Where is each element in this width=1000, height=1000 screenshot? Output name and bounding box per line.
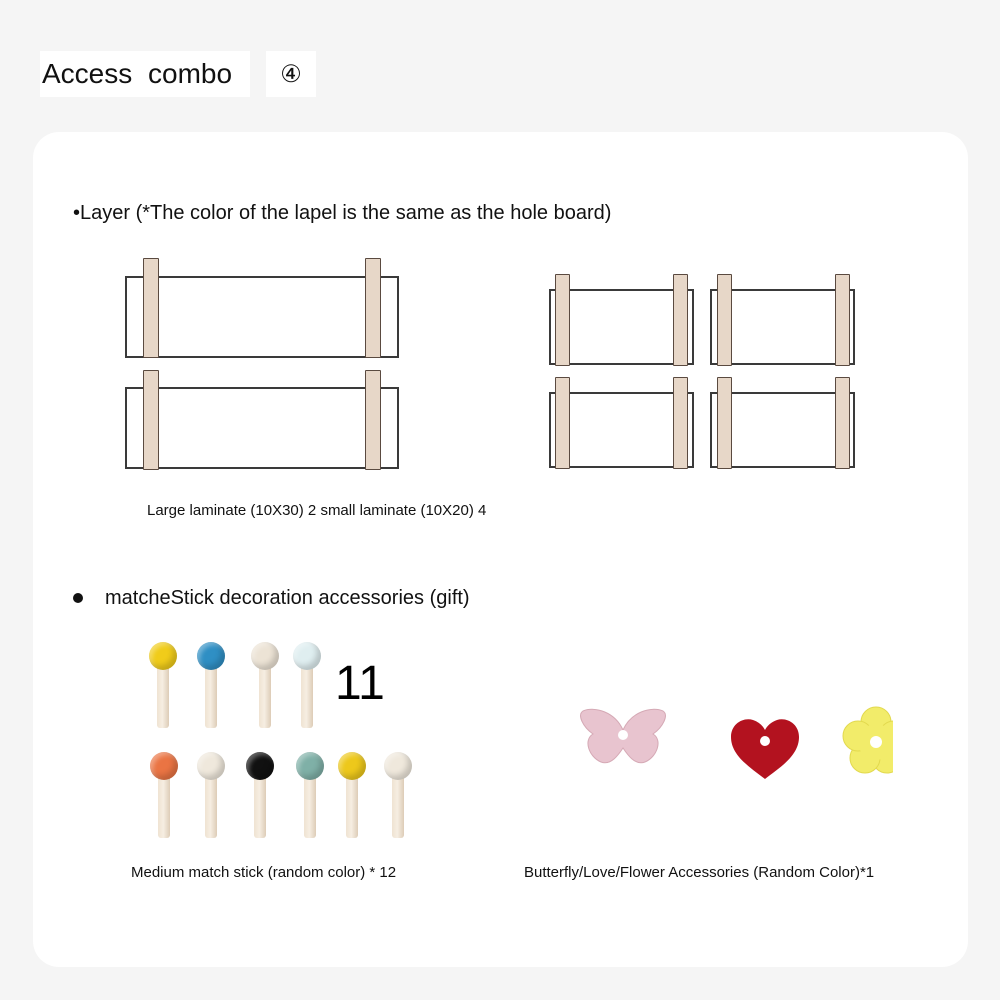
- match-stick: [188, 752, 234, 842]
- bullet-dot: [73, 593, 83, 603]
- stick-ball: [251, 642, 279, 670]
- lapel-strap: [143, 370, 159, 470]
- lapel-strap: [555, 274, 570, 366]
- count-label: 11: [335, 657, 385, 710]
- match-stick: [329, 752, 375, 842]
- match-stick: [188, 642, 234, 732]
- lapel-strap: [835, 377, 850, 469]
- lapel-strap: [835, 274, 850, 366]
- lapel-strap: [717, 274, 732, 366]
- stick-ball: [150, 752, 178, 780]
- large-laminate-board: [125, 276, 399, 358]
- match-stick: [375, 752, 421, 842]
- butterfly-accessory: [581, 709, 666, 762]
- accessory-caption: Butterfly/Love/Flower Accessories (Random Color)*1: [524, 864, 875, 881]
- heart-accessory: [731, 719, 799, 779]
- stick-ball: [293, 642, 321, 670]
- lapel-strap: [365, 258, 381, 358]
- lapel-strap: [365, 370, 381, 470]
- content-card: [33, 132, 968, 967]
- stick-ball: [197, 642, 225, 670]
- match-stick: [242, 642, 288, 732]
- matchstick-section-title: matcheStick decoration accessories (gift): [105, 587, 470, 609]
- stick-caption: Medium match stick (random color) * 12: [131, 864, 397, 881]
- lapel-strap: [555, 377, 570, 469]
- stick-ball: [384, 752, 412, 780]
- stick-ball: [149, 642, 177, 670]
- laminate-caption: Large laminate (10X30) 2 small laminate (10X20) 4: [147, 502, 487, 519]
- match-stick: [141, 752, 187, 842]
- stick-ball: [296, 752, 324, 780]
- match-stick: [140, 642, 186, 732]
- lapel-strap: [143, 258, 159, 358]
- match-stick: [237, 752, 283, 842]
- match-stick: [284, 642, 330, 732]
- header-title-part2: combo: [148, 51, 250, 97]
- match-stick: [287, 752, 333, 842]
- lapel-strap: [673, 377, 688, 469]
- stick-ball: [246, 752, 274, 780]
- stick-ball: [197, 752, 225, 780]
- lapel-strap: [717, 377, 732, 469]
- header-number-badge: ④: [266, 51, 316, 97]
- large-laminate-board: [125, 387, 399, 469]
- lapel-strap: [673, 274, 688, 366]
- flower-accessory: [843, 707, 893, 773]
- accessories-illustration: [573, 702, 893, 787]
- header-title-part1: Access: [40, 51, 150, 97]
- layer-section-title: •Layer (*The color of the lapel is the same as the hole board): [73, 202, 612, 224]
- stick-ball: [338, 752, 366, 780]
